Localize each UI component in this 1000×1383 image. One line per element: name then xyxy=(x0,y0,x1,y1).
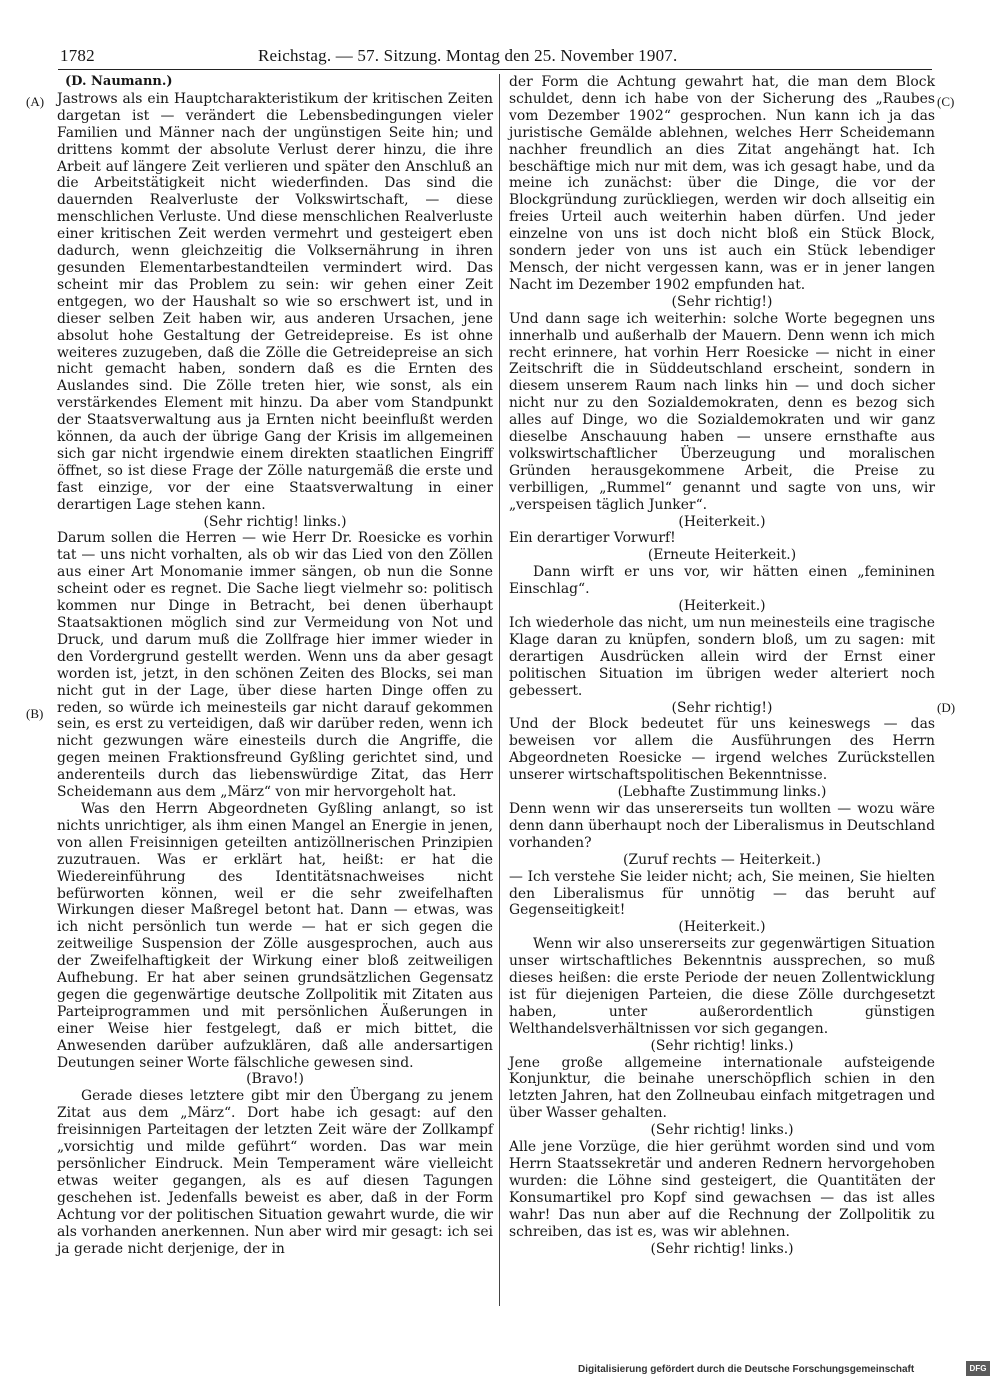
interjection: (Sehr richtig! links.) xyxy=(650,1240,794,1257)
paragraph: Gerade dieses letztere gibt mir den Übergang zu jenem Zitat aus dem „März“. Dort habe ich gesagt: auf den freisinnigen Parteitagen der letzten Zeit wäre der Zollkampf „vorsichtig und milde geführt“ worden. Das war mein persönlicher Eindruck. Mein Temperament wäre vielleicht etwas weiter gegangen, als es auf diesen Tagungen geschehen ist. Jedenfalls beweist es aber, daß in der Form Achtung vor der politischen Situation gewahrt wurde, die wir als vorhanden anerkennen. Nun aber wird mir gesagt: ich sei ja gerade nicht derjenige, der in xyxy=(57,1088,493,1257)
page-header xyxy=(58,44,928,68)
paragraph: — Ich verstehe Sie leider nicht; ach, Sie meinen, Sie hielten den Liberalismus für unnötig — das beruht auf Gegenseitigkeit! xyxy=(509,868,935,919)
interjection: (Zuruf rechts — Heiterkeit.) xyxy=(623,851,821,868)
interjection: (Heiterkeit.) xyxy=(678,598,766,615)
paragraph: Was den Herrn Abgeordneten Gyßling anlangt, so ist nichts unrichtiger, als ihm einen Mangel an Energie in jenen, von allen Freisinnigen geteilten antizöllnerischen Prinzipien zuzutrauen. Was er erklärt hat, heißt: er hat die Wiedereinführung des Identitätsnachweises nicht befürworten können, weil er die sehr zweifelhaften Wirkungen dieser Maßregel betont hat. Dann — etwas, was ich nicht persönlich tun werde — hat er sich gegen die zeitweilige Suspension der Zölle ausgesprochen, auch aus der Zweifelhaftigkeit der Wirkung einer bloß zeitweiligen Aufhebung. Er hat aber seinen grundsätzlichen Gegensatz gegen die gegenwärtige deutsche Zollpolitik mit Zitaten aus Parteiprogrammen und mit persönlichen Äußerungen in einer Weise hier festgelegt, daß er mich bittet, die Anwesenden darüber aufzuklären, daß alle andersartigen Deutungen seiner Worte fälschliche gewesen sind. xyxy=(57,800,493,1071)
interjection: (Bravo!) xyxy=(246,1071,304,1088)
interjection: (Erneute Heiterkeit.) xyxy=(647,547,797,564)
left-column xyxy=(57,74,493,1257)
page-title: Reichstag. — 57. Sitzung. Montag den 25. November 1907. xyxy=(258,46,678,65)
margin-mark-a: (A) xyxy=(26,94,45,109)
margin-mark-c: (C) xyxy=(937,94,955,109)
interjection: (Sehr richtig! links.) xyxy=(650,1122,794,1139)
paragraph: Alle jene Vorzüge, die hier gerühmt worden sind und vom Herrn Staatssekretär und anderen Rednern hervorgehoben wurden: die Löhne sind gesteigert, die Quantitäten der Konsumartikel pro Kopf sind gewachsen — das ist alles wahr! Das nun aber auf die Rechnung der Zollpolitik zu schreiben, das ist es, was wir ablehnen. xyxy=(509,1139,935,1240)
paragraph: Wenn wir also unsererseits zur gegenwärtigen Situation unser wirtschaftliches Bekenntnis aussprechen, so muß dieses heißen: die erste Periode der neuen Zollentwicklung ist für diejenigen Parteien, die diese Zölle durchgesetzt haben, unter außerordentlich günstigen Welthandelsverhältnissen vor sich gegangen. xyxy=(509,936,935,1037)
paragraph: Und dann sage ich weiterhin: solche Worte begegnen uns innerhalb und außerhalb der Mauern. Denn wenn ich mich recht erinnere, hat vorhin Herr Roesicke — nicht in einer Zeitschrift die in Süddeutschland erscheint, sondern in diesem unserem Raum nach links hin — und doch sicher nicht nur zu den Sozialdemokraten, denn es bezog sich alles auf Dinge, wo die Sozialdemokraten und wir ganz dieselbe Anschauung haben — unsere ernsthafte aus volkswirtschaftlicher Überzeugung und moralischen Gründen herausgekommene Arbeit, die Preise zu verbilligen, „Rummel“ genannt und sagte von uns, wir „verspeisen täglich Junker“. xyxy=(509,310,935,513)
interjection: (Heiterkeit.) xyxy=(678,513,766,530)
paragraph: Ein derartiger Vorwurf! xyxy=(509,530,676,547)
speaker-label: (D. Naumann.) xyxy=(65,74,173,89)
interjection: (Lebhafte Zustimmung links.) xyxy=(617,784,827,801)
paragraph: Darum sollen die Herren — wie Herr Dr. Roesicke es vorhin tat — uns nicht vorhalten, als ob wir das Lied von den Zöllen aus einer Art Monomanie immer sängen, ob nun die Sonne scheint oder es regnet. Die Sache liegt vielmehr so: politisch kommen nur Dinge in Betracht, bei denen überhaupt Staatsaktionen möglich sind zur Vermeidung von Not und Druck, und darum muß die Zollfrage hier immer wieder in den Vordergrund gestellt werden. Wenn uns da aber gesagt worden ist, jetzt, in den schönen Zeiten des Blocks, sei man nicht gut in der Lage, über diese harten Dinge offen zu reden, so würde ich meinesteils gar nicht darauf gekommen sein, es erst zu verteidigen, daß wir darüber reden, wenn ich nicht gezwungen wäre einesteils durch die Angriffe, die gegen meinen Fraktionsfreund Gyßling gerichtet sind, und anderenteils durch das liebenswürdige Zitat, das Herr Scheidemann aus dem „März“ von mir hervorgeholt hat. xyxy=(57,530,493,801)
paragraph: Denn wenn wir das unsererseits tun wollten — wozu wäre denn dann überhaupt noch der Liberalismus in Deutschland vorhanden? xyxy=(509,800,935,851)
interjection: (Sehr richtig!) xyxy=(671,699,773,716)
digitization-credit: Digitalisierung gefördert durch die Deutsche Forschungsgemeinschaft xyxy=(578,1364,915,1375)
paragraph: Jastrows als ein Hauptcharakteristikum der kritischen Zeiten dargetan ist — verändert die Lebensbedingungen vieler Familien und Männer nach der ungünstigen Seite hin; und drittens kommt der absolute Verlust derer hinzu, die ihre Arbeit auf längere Zeit verlieren und später den Anschluß an die Arbeitstätigkeit nicht wiederfinden. Das sind die dauernden Realverluste der Volkswirtschaft, — diese menschlichen Verluste. Und diese menschlichen Realverluste einer kritischen Zeit werden vermehrt und gesteigert eben dadurch, wenn gleichzeitig die Volksernährung in ihren gesunden Elementarbestandteilen vermindert wird. Das scheint mir das Problem zu sein: wir gehen einer Zeit entgegen, wo der Haushalt so wie so erschwert ist, und in dieser selben Zeit haben wir, aus anderen Ursachen, jene absolut hohe Gestaltung der Getreidepreise. Es ist ohne weiteres zuzugeben, daß die Zölle die Getreidepreise an sich nicht gemacht haben, sondern daß es die Ernten des Auslandes sind. Die Zölle treten hier, wie sonst, als ein verstärkendes Element mit hinzu. Da aber vom Standpunkt der Staatsverwaltung aus ja Ernten nicht beeinflußt werden können, da auch der übrige Gang der Krisis im allgemeinen sich gar nicht irgendwie einem direkten staatlichen Eingriff öffnet, so ist diese Frage der Zölle naturgemäß die erste und fast einzige, vor der eine Staatsverwaltung in einer derartigen Lage stehen kann. xyxy=(57,90,493,513)
dfg-logo-icon: DFG xyxy=(966,1361,990,1376)
column-divider xyxy=(499,74,500,1306)
margin-mark-d: (D) xyxy=(937,700,956,715)
paragraph: der Form die Achtung gewahrt hat, die man dem Block schuldet, denn ich habe von der Sicherung des „Raubes vom Dezember 1902“ gesprochen. Nun kann ich ja das juristische Gemälde ablehnen, welches Herr Scheidemann nachher freundlich an dies Zitat angehängt hat. Ich beschäftige mich nur mit dem, was ich gesagt habe, und da meine ich zunächst: über die Dinge, die vor der Blockgründung zurückliegen, werden wir doch allseitig ein freies Urteil auch weiterhin haben dürfen. Und jeder einzelne von uns ist doch nicht bloß ein Stück Block, sondern jeder von uns ist auch ein Stück lebendiger Mensch, der nicht vergessen kann, was er in jener langen Nacht im Dezember 1902 empfunden hat. xyxy=(509,74,935,293)
paragraph: Dann wirft er uns vor, wir hätten einen „femininen Einschlag“. xyxy=(509,564,935,598)
interjection: (Heiterkeit.) xyxy=(678,919,766,936)
header-rule xyxy=(58,69,932,70)
paragraph: Ich wiederhole das nicht, um nun meinesteils eine tragische Klage daran zu knüpfen, sondern bloß, um zu sagen: mit derartigen Ausdrücken allein wird der Ernst einer politischen Situation im übrigen weder alteriert noch gebessert. xyxy=(509,615,935,699)
interjection: (Sehr richtig! links.) xyxy=(650,1037,794,1054)
page-number: 1782 xyxy=(60,46,95,65)
interjection: (Sehr richtig!) xyxy=(671,293,773,310)
margin-mark-b: (B) xyxy=(26,706,44,721)
paragraph: Und der Block bedeutet für uns keineswegs — das beweisen vor allem die Ausführungen des Herrn Abgeordneten Roesicke — irgend welches Zurückstellen unserer wirtschaftspolitischen Bekenntnisse. xyxy=(509,716,935,784)
right-column xyxy=(509,74,935,1257)
interjection: (Sehr richtig! links.) xyxy=(203,513,347,530)
paragraph: Jene große allgemeine internationale aufsteigende Konjunktur, die beinahe unerschöpflich schien in den letzten Jahren, hat den Zollneubau einfach mitgetragen und über Wasser gehalten. xyxy=(509,1054,935,1122)
